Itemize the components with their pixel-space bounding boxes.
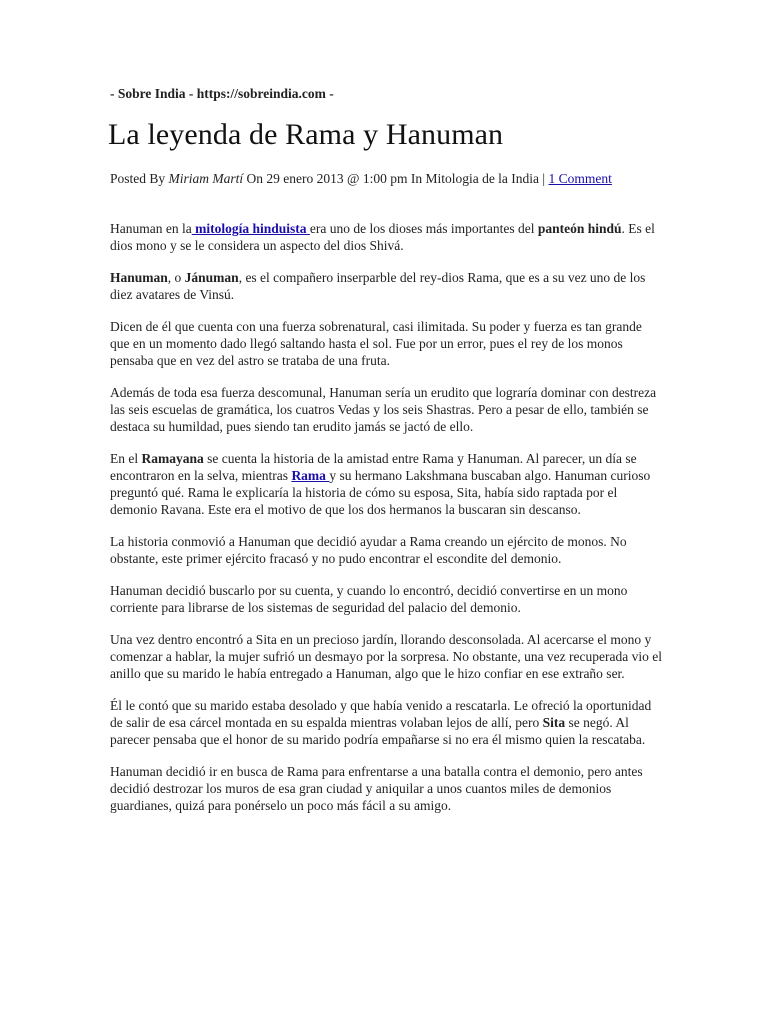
rama-link[interactable]: Rama bbox=[291, 468, 330, 483]
site-header-line: - Sobre India - https://sobreindia.com - bbox=[110, 86, 334, 101]
comments-link[interactable]: 1 Comment bbox=[548, 171, 612, 186]
post-date-category: On 29 enero 2013 @ 1:00 pm In Mitologia de la India | bbox=[243, 171, 549, 186]
p2-text-a: , o bbox=[167, 270, 185, 285]
p1-text-a: Hanuman en la bbox=[110, 221, 192, 236]
p1-bold-panteon: panteón hindú bbox=[537, 221, 622, 236]
p5-text-a: En el bbox=[110, 451, 142, 466]
paragraph-6: La historia conmovió a Hanuman que decidió ayudar a Rama creando un ejército de monos. No obstante, este primer ejército fracasó y no pudo encontrar el escondite del demonio. bbox=[110, 534, 627, 566]
paragraph-7: Hanuman decidió buscarlo por su cuenta, y cuando lo encontró, decidió convertirse en un mono corriente para librarse de los sistemas de seguridad del palacio del demonio. bbox=[110, 583, 628, 615]
p9-bold-sita: Sita bbox=[542, 715, 566, 730]
mitologia-hinduista-link[interactable]: mitología hinduista bbox=[191, 221, 310, 236]
p5-bold-ramayana: Ramayana bbox=[141, 451, 204, 466]
p2-text-b: , es el compañero inserparble del rey-dios Rama, que es a su vez uno de los diez avatares de Vinsú. bbox=[110, 270, 646, 302]
paragraph-10: Hanuman decidió ir en busca de Rama para enfrentarse a una batalla contra el demonio, pero antes decidió destrozar los muros de esa gran ciudad y aniquilar a unos cuantos miles de demonios guardianes, quizá para ponérselo un poco más fácil a su amigo. bbox=[110, 764, 643, 813]
p2-bold-januman: Jánuman bbox=[184, 270, 239, 285]
post-meta bbox=[110, 170, 658, 187]
paragraph-9 bbox=[110, 697, 662, 748]
article-body bbox=[110, 220, 662, 829]
p5-text-b: se cuenta la historia de la amistad entre Rama y Hanuman. Al parecer, un día se encontraron en la selva, mientras bbox=[110, 451, 637, 483]
p1-text-b: era uno de los dioses más importantes del bbox=[309, 221, 538, 236]
paragraph-4: Además de toda esa fuerza descomunal, Hanuman sería un erudito que lograría dominar con destreza las seis escuelas de gramática, los cuatros Vedas y los seis Shastras. Pero a pesar de ello, también se destaca su humildad, pues siendo tan erudito jamás se jactó de ello. bbox=[110, 385, 657, 434]
posted-by-label: Posted By bbox=[110, 171, 169, 186]
paragraph-8: Una vez dentro encontró a Sita en un precioso jardín, llorando desconsolada. Al acercarse el mono y comenzar a hablar, la mujer sufrió un desmayo por la sorpresa. No obstante, una vez recuperada vio el anillo que su marido le había entregado a Hanuman, algo que le hizo confiar en ese extraño ser. bbox=[110, 632, 662, 681]
paragraph-3: Dicen de él que cuenta con una fuerza sobrenatural, casi ilimitada. Su poder y fuerza es tan grande que en un momento dado llegó saltando hasta el sol. Fue por un error, pues el rey de los monos pensaba que en vez del astro se trataba de una fruta. bbox=[110, 319, 642, 368]
page-title: La leyenda de Rama y Hanuman bbox=[108, 118, 504, 151]
p9-text-b: se negó. Al parecer pensaba que el honor de su marido podría empañarse si no era él mismo quien la rescataba. bbox=[110, 715, 646, 747]
author-name: Miriam Martí bbox=[168, 171, 244, 186]
paragraph-1 bbox=[110, 220, 662, 254]
p5-text-c: y su hermano Lakshmana buscaban algo. Hanuman curioso preguntó qué. Rama le explicaría la historia de cómo su esposa, Sita, había sido raptada por el demonio Ravana. Este era el motivo de que los dos hermanos la buscaran sin descanso. bbox=[110, 468, 651, 517]
p1-text-c: . Es el dios mono y se le considera un aspecto del dios Shivá. bbox=[110, 221, 655, 253]
paragraph-2 bbox=[110, 269, 662, 303]
p9-text-a: Él le contó que su marido estaba desolado y que había venido a rescatarla. Le ofreció la oportunidad de salir de esa cárcel montada en su espalda mientras volaban lejos de allí, pero bbox=[110, 698, 652, 730]
p2-bold-hanuman: Hanuman bbox=[110, 270, 168, 285]
paragraph-5 bbox=[110, 450, 662, 518]
